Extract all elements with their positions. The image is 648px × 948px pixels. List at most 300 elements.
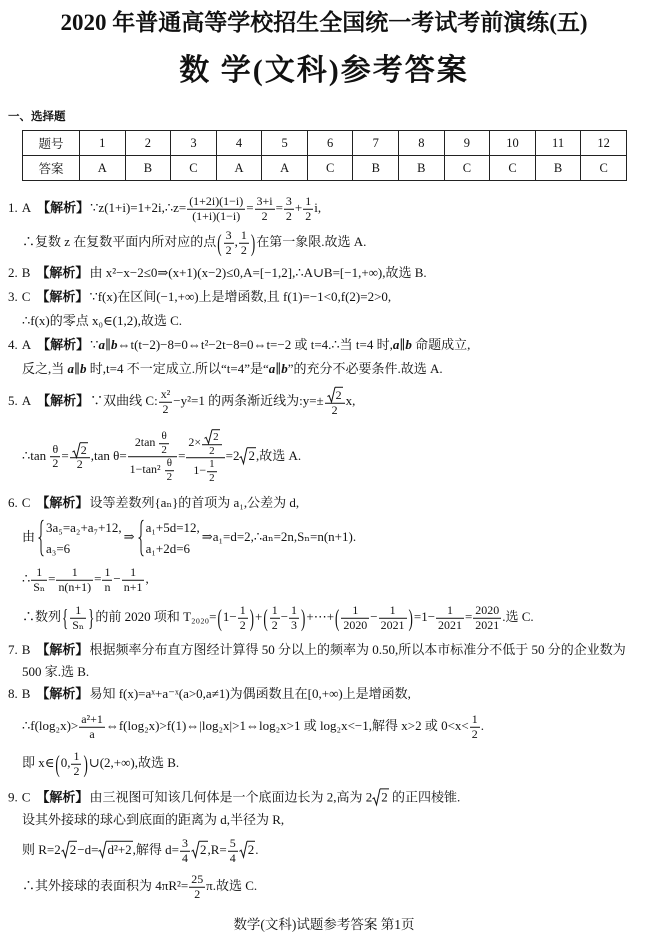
large-bracket: ( <box>55 749 60 778</box>
math-text: = <box>178 447 186 463</box>
math-text: 2 <box>209 472 215 485</box>
fraction <box>325 387 345 417</box>
vector-symbol: b <box>405 336 412 352</box>
fraction-denominator <box>228 851 238 866</box>
solution-line <box>22 313 182 329</box>
fraction-numerator <box>70 442 90 458</box>
answer-cell: A <box>80 156 126 181</box>
fraction <box>255 195 275 223</box>
vector-symbol: a <box>67 360 75 376</box>
fraction-numerator <box>284 195 294 209</box>
fraction-denominator <box>202 444 222 458</box>
math-text: ∴f(x)的零点 x₀∈(1,2),故选 C. <box>22 312 182 328</box>
math-text: 2 <box>52 456 59 471</box>
math-text: 2 <box>331 402 338 417</box>
math-text: 2 <box>247 841 255 857</box>
fraction <box>202 429 222 457</box>
fraction <box>303 195 313 223</box>
math-text: 25 <box>191 871 204 886</box>
math-text: ∴数列 <box>22 608 62 624</box>
math-text: 1 <box>36 564 43 579</box>
fraction-denominator <box>180 851 190 866</box>
fraction-denominator <box>102 580 112 595</box>
fraction-denominator <box>159 443 169 457</box>
vector-symbol: a <box>268 360 276 376</box>
math-text: 2021 <box>475 617 500 632</box>
solution-line <box>22 750 179 778</box>
math-text: ⇔f(log₂x)>f(1)⇔|log₂x|>1⇔log₂x>1 或 log₂x<−1,解得 x>2 或 0<x< <box>105 717 469 733</box>
math-text: (1+i)(1−i) <box>192 208 241 223</box>
question-number-cell: 2 <box>125 131 171 156</box>
solution-number: 5. <box>8 392 18 408</box>
fraction-numerator <box>270 604 280 618</box>
fraction-numerator <box>159 388 173 402</box>
math-text: (1+2i)(1−i) <box>189 193 244 208</box>
math-text: 由三视图可知该几何体是一个底面边长为 2,高为 2 <box>89 789 373 805</box>
question-number-cell: 8 <box>399 131 445 156</box>
fraction <box>128 430 177 484</box>
vector-symbol: b <box>110 336 118 352</box>
radicand <box>380 788 389 805</box>
math-text: ,解得 d= <box>132 841 180 857</box>
analysis-tag: 【解析】 <box>36 264 89 280</box>
math-text: ∴其外接球的表面积为 4πR²= <box>22 877 189 893</box>
fraction-numerator <box>255 195 275 209</box>
question-number-cell: 3 <box>171 131 217 156</box>
solution-line <box>22 713 484 741</box>
math-text: 的前 2020 项和 T₂₀₂₀= <box>95 608 217 624</box>
fraction <box>180 837 190 865</box>
equation-system <box>137 517 200 559</box>
math-text: ∴ <box>22 570 31 586</box>
math-text: 1 <box>240 227 247 242</box>
section-title: 一、选择题 <box>8 111 66 123</box>
fraction <box>186 429 224 485</box>
square-root <box>98 841 132 858</box>
answer-cell: A <box>216 156 262 181</box>
large-bracket: ( <box>263 603 268 632</box>
math-text: 2 <box>213 431 219 444</box>
large-bracket: ) <box>249 603 255 632</box>
fraction-denominator <box>79 727 105 742</box>
answer-table-answer-row <box>23 156 627 181</box>
math-text: 即 x∈ <box>22 754 55 770</box>
math-text: 3+i <box>256 193 273 208</box>
math-text: 反之,当 <box>22 360 68 376</box>
fraction <box>228 837 238 865</box>
math-text: 2 <box>239 617 246 632</box>
exam-title-text: 2020 年普通高等学校招生全国统一考试考前演练(五) <box>60 10 588 35</box>
row-label-cell: 题号 <box>23 131 80 156</box>
answer-table <box>22 130 627 181</box>
question-number-cell: 4 <box>216 131 262 156</box>
fraction <box>159 388 173 416</box>
analysis-tag: 【解析】 <box>37 336 90 352</box>
solution-number: 8. <box>8 685 18 701</box>
math-text: 1 <box>291 602 298 617</box>
large-bracket: ) <box>301 603 306 632</box>
radical-sign-icon <box>61 841 69 858</box>
radicand <box>106 841 132 858</box>
solution-line <box>8 195 321 223</box>
fraction-numerator <box>71 750 81 764</box>
math-text: d²+2 <box>107 841 132 857</box>
large-bracket: ) <box>250 228 256 257</box>
math-text: 2 <box>209 444 215 457</box>
math-text: 由 x²−x−2≤0⇒(x+1)(x−2)≤0,A=[−1,2],∴A∪B=[−1,+∞),故选 B. <box>89 264 427 280</box>
fraction <box>71 750 81 778</box>
math-text: ,故选 A. <box>255 447 302 463</box>
analysis-tag: 【解析】 <box>37 392 90 408</box>
math-text: 1− <box>193 463 207 478</box>
math-text: 500 家.选 B. <box>22 663 90 679</box>
fraction-numerator <box>70 604 86 618</box>
math-text: 根据频率分布直方图经计算得 50 分以上的频率为 0.50,所以本市标准分不低于 50 分的企业数为 <box>89 641 626 657</box>
radical-sign-icon <box>327 387 335 403</box>
math-text: 0, <box>60 754 71 770</box>
solution-number: 9. <box>8 789 18 805</box>
solution-line <box>22 604 534 632</box>
math-text: 3 <box>291 617 298 632</box>
math-text: 3 <box>285 193 292 208</box>
fraction-numerator <box>228 837 238 851</box>
fraction <box>470 713 480 741</box>
exam-title <box>0 9 648 37</box>
math-text: = <box>48 570 56 586</box>
subject-title <box>0 52 648 90</box>
math-text: ∵双曲线 C: <box>90 392 158 408</box>
fraction-denominator <box>165 470 175 484</box>
analysis-tag: 【解析】 <box>36 789 89 805</box>
solution-line <box>8 642 626 658</box>
fraction-denominator <box>303 209 313 224</box>
math-text: a₁+2d=6 <box>145 541 191 556</box>
solution-line <box>8 337 470 353</box>
math-text: 1 <box>471 711 478 726</box>
radicand <box>69 841 78 858</box>
solution-answer: C <box>21 288 31 304</box>
math-text: 2 <box>471 726 478 741</box>
large-bracket: ( <box>217 603 222 632</box>
answer-cell: B <box>125 156 171 181</box>
fraction-denominator <box>122 580 145 595</box>
fraction <box>341 604 369 632</box>
answer-cell: C <box>444 156 490 181</box>
solution-line <box>22 229 366 257</box>
equation-row <box>146 517 200 538</box>
radicand <box>212 429 220 444</box>
math-text: θ <box>161 430 167 443</box>
subject-title-text: 数 学(文科)参考答案 <box>179 54 469 87</box>
math-text: 2 <box>166 471 173 484</box>
solution-line <box>8 289 391 305</box>
fraction-numerator <box>202 429 222 444</box>
math-text: = <box>246 199 254 215</box>
math-text: ∴tan <box>22 447 50 463</box>
fraction-numerator <box>436 604 464 618</box>
fraction <box>70 604 86 632</box>
solution-line <box>22 812 284 828</box>
math-text: 1− <box>222 608 237 624</box>
page-footer: 数学(文科)试题参考答案 第1页 <box>233 917 415 932</box>
math-text: ,tan θ= <box>90 447 127 463</box>
large-bracket: ( <box>335 603 340 632</box>
fraction-numerator <box>102 566 112 580</box>
math-text: ∵ <box>90 336 99 352</box>
math-text: = <box>464 608 473 624</box>
math-text: 2021 <box>438 617 462 632</box>
fraction <box>207 459 217 485</box>
fraction-numerator <box>56 566 93 580</box>
fraction-denominator <box>128 457 177 484</box>
radical-sign-icon <box>72 442 80 458</box>
math-text: .选 C. <box>502 608 534 624</box>
math-text: 2 <box>248 447 255 463</box>
math-text: =1− <box>413 608 436 624</box>
math-text: 则 R=2 <box>22 841 61 857</box>
math-text: π.故选 C. <box>206 877 258 893</box>
math-text: + <box>255 608 263 624</box>
math-text: ∥ <box>74 360 81 376</box>
math-text: 2021 <box>380 617 405 632</box>
fraction-denominator <box>50 457 60 472</box>
radical-sign-icon <box>239 841 247 858</box>
math-text: 2 <box>73 763 80 778</box>
row-label-cell: 答案 <box>23 156 80 181</box>
fraction-numerator <box>31 566 47 580</box>
fraction <box>270 604 280 632</box>
math-text: 1 <box>389 602 396 617</box>
math-text: 4 <box>182 850 188 865</box>
fraction-numerator <box>79 713 105 727</box>
math-text: 2 <box>162 401 169 416</box>
square-root <box>327 387 343 403</box>
fraction-numerator <box>128 430 177 456</box>
answer-table-number-row <box>23 131 627 156</box>
vector-symbol: a <box>392 336 400 352</box>
math-text: 时,t=4 不一定成立.所以“t=4”是“ <box>86 360 269 376</box>
question-number-cell: 7 <box>353 131 399 156</box>
math-text: 2 <box>305 208 312 223</box>
fraction <box>102 566 112 594</box>
solution-answer: A <box>21 392 32 408</box>
math-text: ∥ <box>275 360 282 376</box>
fraction <box>187 195 245 223</box>
fraction-denominator <box>189 887 205 902</box>
math-text: ∥ <box>104 336 111 352</box>
math-text: 2 <box>161 443 167 456</box>
fraction-denominator <box>325 403 345 418</box>
answer-cell: B <box>535 156 581 181</box>
square-root <box>72 442 88 458</box>
solution-answer: C <box>21 494 31 510</box>
fraction-numerator <box>379 604 407 618</box>
fraction-numerator <box>186 429 224 457</box>
analysis-tag: 【解析】 <box>36 494 89 510</box>
fraction-numerator <box>238 604 248 618</box>
math-text: ,R= <box>207 841 227 857</box>
math-text: ∴f(log₂x)> <box>22 717 79 733</box>
question-number-cell: 11 <box>535 131 581 156</box>
math-text: 1 <box>130 564 137 579</box>
fraction-numerator <box>239 229 249 243</box>
math-text: 的正四棱锥. <box>388 789 461 805</box>
math-text: −d= <box>77 841 99 857</box>
math-text: 2 <box>80 442 87 457</box>
solution-line <box>22 873 257 901</box>
radical-sign-icon <box>239 447 247 464</box>
fraction <box>79 713 105 741</box>
math-text: 2× <box>188 435 202 450</box>
math-text: 设等差数列{aₙ}的首项为 a₁,公差为 d, <box>89 494 300 510</box>
fraction-denominator <box>473 618 501 633</box>
math-text: ∵z(1+i)=1+2i,∴z= <box>90 199 187 215</box>
math-text: 1 <box>104 564 111 579</box>
math-text: a <box>89 726 95 741</box>
question-number-cell: 12 <box>581 131 627 156</box>
radicand <box>247 447 256 464</box>
math-text: 在第一象限.故选 A. <box>256 233 367 249</box>
question-number-cell: 6 <box>307 131 353 156</box>
math-text: a₃=6 <box>46 541 71 556</box>
math-text: 2 <box>225 242 232 257</box>
fraction <box>70 442 90 472</box>
math-text: −y²=1 的两条渐近线为:y=± <box>173 392 324 408</box>
answer-cell: B <box>353 156 399 181</box>
fraction <box>189 873 205 901</box>
solution-number: 7. <box>8 641 18 657</box>
math-text: Sₙ <box>33 579 46 594</box>
equation-row <box>146 538 200 559</box>
square-root <box>372 788 389 805</box>
fraction-denominator <box>284 209 294 224</box>
math-text: n+1 <box>123 579 143 594</box>
fraction-denominator <box>436 618 464 633</box>
fraction-denominator <box>159 402 173 417</box>
solution-answer: A <box>21 336 32 352</box>
math-text: ∥ <box>399 336 406 352</box>
math-text: 易知 f(x)=aˣ+a⁻ˣ(a>0,a≠1)为偶函数且在[0,+∞)上是增函数, <box>89 685 411 701</box>
fraction-numerator <box>207 459 217 472</box>
math-text: i, <box>314 199 322 215</box>
analysis-tag: 【解析】 <box>36 288 89 304</box>
math-text: 2 <box>200 841 207 857</box>
math-text: 设其外接球的球心到底面的距离为 d,半径为 R, <box>22 811 285 827</box>
fraction-denominator <box>239 243 249 258</box>
math-text: − <box>113 570 121 586</box>
math-text: 3 <box>182 835 188 850</box>
math-text: ⇒ <box>123 528 135 544</box>
math-text: 2020 <box>343 617 368 632</box>
math-text: x² <box>160 386 171 401</box>
fraction <box>379 604 407 632</box>
math-text: 3 <box>225 227 232 242</box>
radicand <box>80 442 88 458</box>
fraction <box>56 566 93 594</box>
math-text: ∪(2,+∞),故选 B. <box>88 754 180 770</box>
vector-symbol: a <box>98 336 105 352</box>
math-text: =2 <box>225 447 240 463</box>
fraction-denominator <box>379 618 407 633</box>
question-number-cell: 10 <box>490 131 536 156</box>
solution-answer: C <box>21 789 31 805</box>
square-root <box>239 841 259 858</box>
analysis-tag: 【解析】 <box>36 641 89 657</box>
math-text: a₁+5d=12, <box>145 520 200 535</box>
math-text: , <box>145 570 149 586</box>
equation-system <box>37 517 122 559</box>
solution-number: 6. <box>8 494 18 510</box>
fraction-denominator <box>341 618 369 633</box>
fraction <box>284 195 294 223</box>
fraction-numerator <box>180 837 190 851</box>
square-root <box>204 429 220 444</box>
math-text: 由 <box>22 528 36 544</box>
fraction-numerator <box>473 604 501 618</box>
fraction-denominator <box>289 618 299 633</box>
square-root <box>61 841 78 858</box>
math-text: 命题成立, <box>411 336 471 352</box>
fraction-denominator <box>70 618 86 633</box>
fraction-denominator <box>71 764 81 779</box>
solution-answer: B <box>21 685 31 701</box>
solution-answer: B <box>21 264 31 280</box>
solution-line <box>22 429 301 485</box>
fraction-denominator <box>255 209 275 224</box>
fraction-numerator <box>165 458 175 471</box>
solution-number: 4. <box>8 336 18 352</box>
fraction-numerator <box>50 443 60 457</box>
fraction-denominator <box>270 618 280 633</box>
radicand <box>335 387 343 403</box>
fraction-denominator <box>186 458 224 485</box>
radical-sign-icon <box>204 429 212 444</box>
fraction-numerator <box>187 195 245 209</box>
math-text: 2tan <box>134 435 159 450</box>
large-bracket: ) <box>83 749 88 778</box>
math-text: Sₙ <box>72 617 85 632</box>
solution-number: 2. <box>8 264 18 280</box>
solution-line <box>8 495 299 511</box>
solution-line <box>22 664 89 680</box>
math-text: 1 <box>271 602 278 617</box>
math-text: 1 <box>75 602 82 617</box>
math-text: 2 <box>194 886 201 901</box>
radicand <box>199 841 208 858</box>
math-text: 2 <box>69 841 77 857</box>
math-text: 1 <box>352 602 359 617</box>
fraction <box>239 229 249 257</box>
math-text: ”的充分不必要条件.故选 A. <box>287 360 443 376</box>
radical-sign-icon <box>191 841 199 858</box>
fraction-numerator <box>159 430 169 443</box>
large-bracket: ) <box>408 603 413 632</box>
solution-line <box>8 686 411 702</box>
math-text: a²+1 <box>81 711 103 726</box>
solution-answer: B <box>21 641 31 657</box>
left-brace-icon <box>138 519 144 557</box>
math-text: . <box>255 841 259 857</box>
square-root <box>191 841 208 858</box>
answer-cell: A <box>262 156 308 181</box>
equation-row <box>46 538 122 559</box>
math-text: x, <box>345 392 356 408</box>
radical-sign-icon <box>372 788 380 805</box>
fraction-denominator <box>224 243 234 258</box>
solution-line <box>8 265 427 281</box>
solution-number: 1. <box>8 199 18 215</box>
question-number-cell: 9 <box>444 131 490 156</box>
